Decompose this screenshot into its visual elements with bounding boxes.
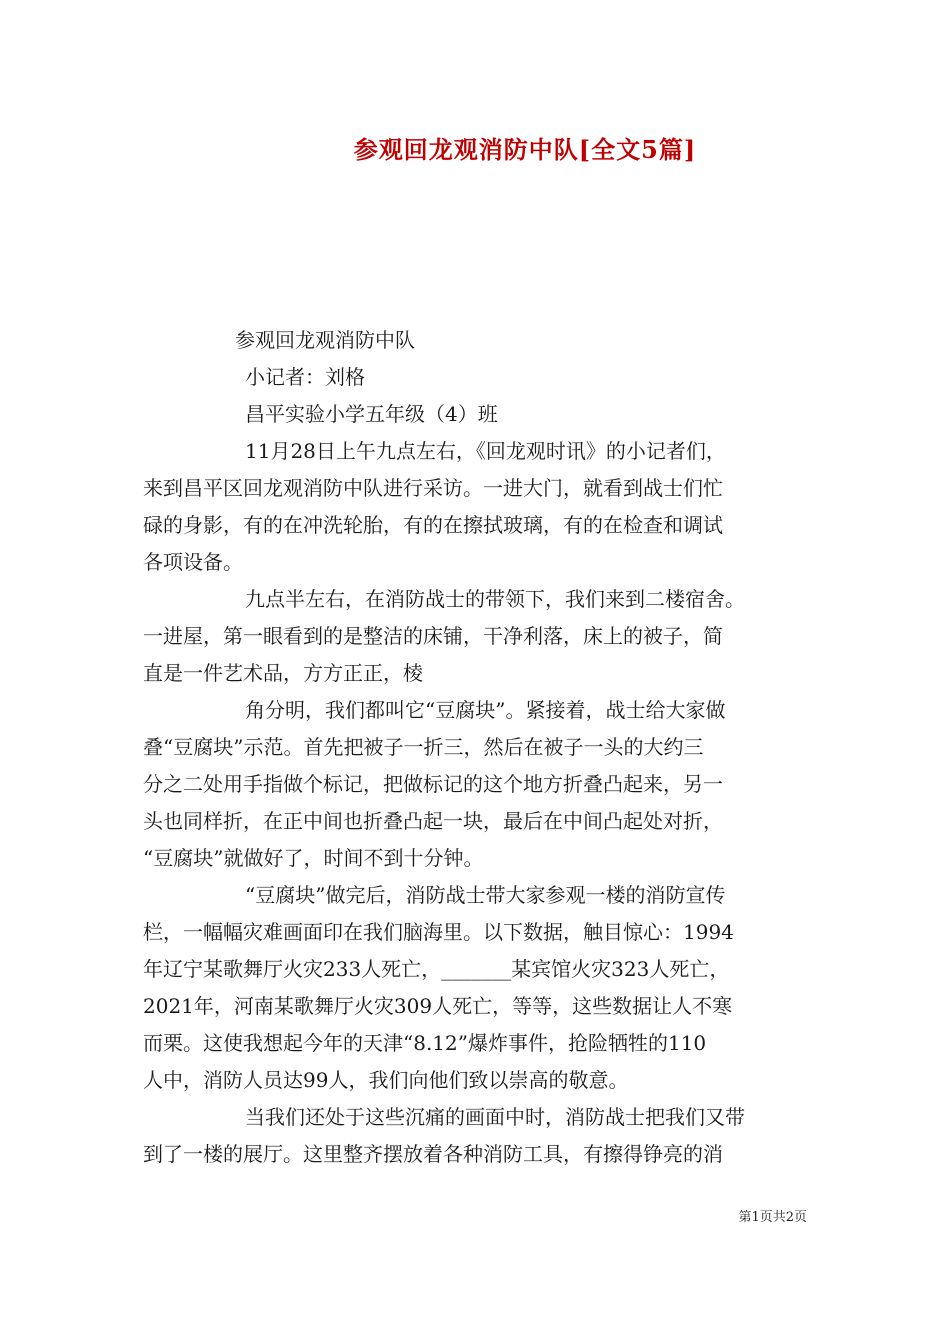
text-line: 而栗。这使我想起今年的天津“8.12”爆炸事件，抢险牺牲的110 (143, 1031, 707, 1055)
text-line: 当我们还处于这些沉痛的画面中时，消防战士把我们又带 (245, 1105, 745, 1129)
text-line: 角分明，我们都叫它“豆腐块”。紧接着，战士给大家做 (245, 698, 726, 722)
reporter-line: 小记者：刘格 (245, 365, 365, 389)
paragraph-2 (143, 581, 813, 692)
article-heading: 参观回龙观消防中队 (235, 328, 415, 352)
paragraph-4 (143, 877, 813, 1099)
text-line: 栏，一幅幅灾难画面印在我们脑海里。以下数据，触目惊心：1994 (143, 920, 734, 944)
text-line: “豆腐块”就做好了，时间不到十分钟。 (143, 846, 484, 870)
text-line: 直是一件艺术品，方方正正，棱 (143, 661, 423, 685)
text-line: 到了一楼的展厅。这里整齐摆放着各种消防工具，有擦得铮亮的消 (143, 1142, 723, 1166)
text-line: 九点半左右，在消防战士的带领下，我们来到二楼宿舍。 (245, 587, 745, 611)
text-line: 一进屋，第一眼看到的是整洁的床铺，干净利落，床上的被子，简 (143, 624, 723, 648)
text-line: 2021年，河南某歌舞厅火灾309人死亡，等等，这些数据让人不寒 (143, 994, 733, 1018)
paragraph-1 (143, 433, 813, 581)
paragraph-3 (143, 692, 813, 877)
text-line: 分之二处用手指做个标记，把做标记的这个地方折叠凸起来，另一 (143, 772, 723, 796)
text-line: 11月28日上午九点左右，《回龙观时讯》的小记者们， (245, 439, 726, 463)
text-line: 头也同样折，在正中间也折叠凸起一块，最后在中间凸起处对折， (143, 809, 723, 833)
text-line: 各项设备。 (143, 550, 243, 574)
page-number: 第1页共2页 (738, 1210, 807, 1225)
text-line: 年辽宁某歌舞厅火灾233人死亡，_______某宾馆火灾323人死亡， (143, 957, 730, 981)
text-line: 碌的身影，有的在冲洗轮胎，有的在擦拭玻璃，有的在检查和调试 (143, 513, 723, 537)
text-line: “豆腐块”做完后，消防战士带大家参观一楼的消防宣传 (245, 883, 726, 907)
school-line: 昌平实验小学五年级（4）班 (245, 402, 498, 426)
article-body (143, 322, 813, 1173)
paragraph-5 (143, 1099, 813, 1173)
text-line: 人中，消防人员达99人，我们向他们致以崇高的敬意。 (143, 1068, 629, 1092)
document-title: 参观回龙观消防中队[全文5篇] (353, 135, 697, 164)
text-line: 来到昌平区回龙观消防中队进行采访。一进大门，就看到战士们忙 (143, 476, 723, 500)
text-line: 叠“豆腐块”示范。首先把被子一折三，然后在被子一头的大约三 (143, 735, 704, 759)
